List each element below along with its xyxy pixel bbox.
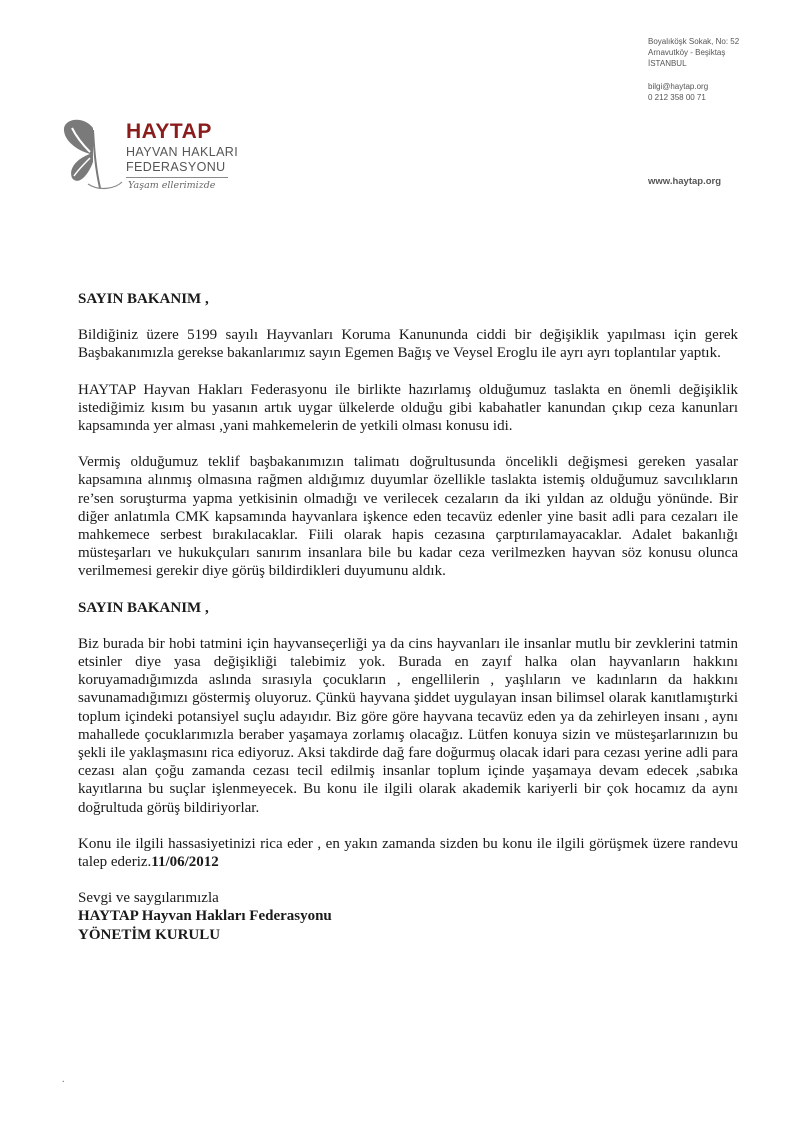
address-line: İSTANBUL: [648, 59, 687, 68]
paragraph-5: [78, 835, 738, 871]
website-link[interactable]: www.haytap.org: [648, 176, 722, 187]
paragraph-2: HAYTAP Hayvan Hakları Federasyonu ile birlikte hazırlamış olduğumuz taslakta en önemli değişiklik istediğimiz kısım bu yasanın artık uygar ülkelerde olduğu gibi kabahatler kanundan çıkıp ceza kanunları kapsamında yer alması ,yani mahkemelerin de yetkili olması konusu idi.: [78, 381, 738, 435]
butterfly-icon: [60, 114, 124, 194]
paragraph-3: Vermiş olduğumuz teklif başbakanımızın talimatı doğrultusunda öncelikli değişmesi gereken yasalar kapsamına alınmış olmasına rağmen aldığımız duyumlar özellikle taslakta istemiş olduğumuz savcılıkların re’sen soruşturma yapma yetkisinin olmadığı ve verilecek cezaların da iki yıldan az olduğu yönünde. Bir diğer anlatımla CMK kapsamında hayvanlara işkence eden tecavüz edenler yine basit adli para cezaları ile mahkemece serbest bırakılacaklar. Fiili olarak hapis cezasına çarptırılamayacaklar. Adalet bakanlığı müsteşarları ve hukukçuları sanırım insanlara bile bu kadar ceza verilmezken hayvan söz konusu olunca verilmemesi gerekir diye görüş bildirdikleri duyumunu aldık.: [78, 454, 738, 580]
paragraph-1: Bildiğiniz üzere 5199 sayılı Hayvanları Koruma Kanununda ciddi bir değişiklik yapılması için gerek Başbakanımızla gerekse bakanlarımız sayın Egemen Bağış ve Veysel Eroglu ile ayrı ayrı toplantılar yaptık.: [78, 327, 738, 362]
letter-date: 11/06/2012: [151, 854, 219, 871]
logo-slogan: Yaşam ellerimizde: [128, 180, 216, 191]
paragraph-4: Biz burada bir hobi tatmini için hayvanseçerliği ya da cins hayvanları ile insanlar mutlu bir zevklerini tatmin etsinler diye yasa değişikliği talebimiz yok. Burada en zayıf halka olan hayvanların hakkını koruyamadığımızda aslında sırasıyla çocukların , engellilerin , yaşlıların ve kadınların da hakkını savunamadığımızı göstermiş oluyoruz. Çünkü hayvana şiddet uygulayan insan bilimsel olarak kanıtlamıştırki toplum içindeki potansiyel suçlu adayıdır. Biz göre göre hayvana tecavüz eden ya da zehirleyen insanı , aynı mahallede çocuklarımızla beraber yaşamaya zorlamış olacağız. Lütfen konuya sizin ve müsteşarlarınızın bu şekli ile yaklaşmasını rica ediyoruz. Aksi takdirde dağ fare doğurmuş olacak idari para cezası yerine adli para cezası alan çoğu zamanda cezası tecil edilmiş insanlar toplum içinde yaşamaya devam edecek ,sabıka kayıtlarına bu suçlar işlenmeyecek. Bu konu ile ilgili olarak akademik kariyerli bir çok hocamız da aynı doğrultuda görüş bildiriyorlar.: [78, 635, 738, 816]
signature-board: YÖNETİM KURULU: [78, 926, 221, 943]
logo-subtitle-line1: HAYVAN HAKLARI: [126, 145, 239, 159]
paragraph-5-text: Konu ile ilgili hassasiyetinizi rica eder , en yakın zamanda sizden bu konu ile ilgili görüşmek üzere randevu talep ederiz.: [78, 835, 738, 871]
address-line: Arnavutköy - Beşiktaş: [648, 48, 726, 57]
salutation: SAYIN BAKANIM ,: [78, 291, 209, 307]
salutation-2: SAYIN BAKANIM ,: [78, 599, 209, 616]
signature-organization: HAYTAP Hayvan Hakları Federasyonu: [78, 908, 332, 925]
sender-address: [648, 36, 788, 103]
closing: Sevgi ve saygılarımızla: [78, 890, 219, 907]
letter-body: [78, 290, 738, 944]
phone-number: 0 212 358 00 71: [648, 93, 706, 102]
footer-mark: .: [62, 1074, 65, 1085]
logo-subtitle-line2: FEDERASYONU: [126, 160, 226, 174]
logo-divider: [126, 177, 228, 178]
logo-name: HAYTAP: [126, 120, 212, 143]
email-link[interactable]: bilgi@haytap.org: [648, 82, 709, 91]
haytap-logo: [60, 114, 260, 196]
address-line: Boyalıköşk Sokak, No: 52: [648, 37, 740, 46]
